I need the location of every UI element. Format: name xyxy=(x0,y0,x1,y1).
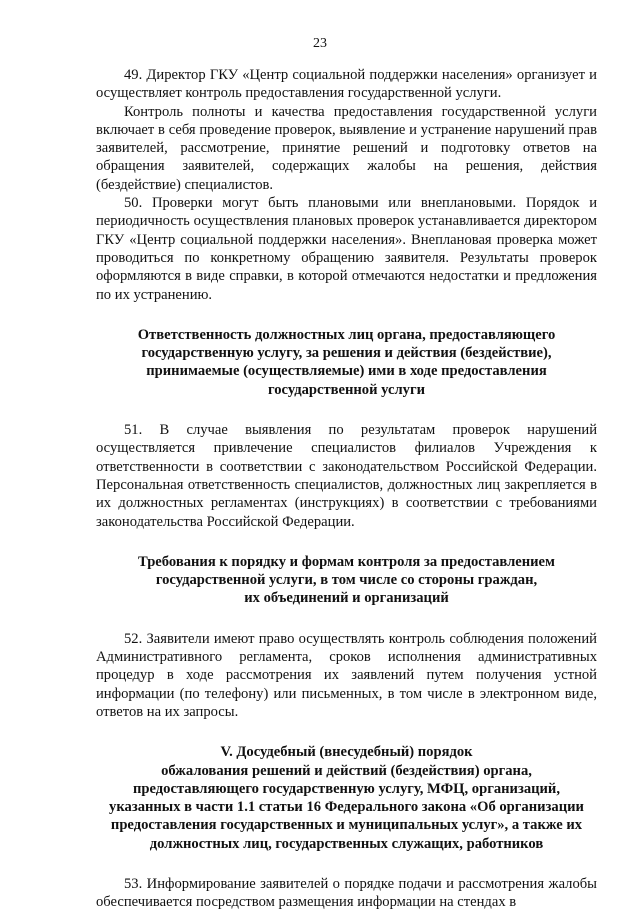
section-heading-responsibility xyxy=(96,326,597,399)
paragraph-49: 49. Директор ГКУ «Центр социальной поддержки населения» организует и осуществляет контроль предоставления государственной услуги. xyxy=(96,67,597,102)
heading-line: должностных лиц, государственных служащих, работников xyxy=(149,835,544,852)
paragraph-51: 51. В случае выявления по результатам проверок нарушений осуществляется привлечение специалистов филиалов Учреждения к ответственности в соответствии с законодательством Российской Федерации. Персональная ответственность специалистов, должностных лиц закрепляется в их должностных регламентах (инструкциях) в соответствии с требованиями законодательства Российской Федерации. xyxy=(96,422,597,530)
heading-line: государственной услуги xyxy=(267,381,426,398)
heading-line: государственную услугу, за решения и действия (бездействие), xyxy=(141,345,552,362)
heading-line: предоставляющего государственную услугу, МФЦ, организаций, xyxy=(132,780,560,797)
heading-line: принимаемые (осуществляемые) ими в ходе предоставления xyxy=(146,363,547,380)
paragraph-53: 53. Информирование заявителей о порядке подачи и рассмотрения жалобы обеспечивается посредством размещения информации на стендах в xyxy=(96,875,597,911)
heading-line: предоставления государственных и муниципальных услуг», а также их xyxy=(110,817,583,834)
heading-line: их объединений и организаций xyxy=(244,590,449,607)
heading-line: Требования к порядку и формам контроля за предоставлением xyxy=(138,553,555,570)
paragraph-50: 50. Проверки могут быть плановыми или внеплановыми. Порядок и периодичность осуществления плановых проверок устанавливается директором ГКУ «Центр социальной поддержки населения». Внеплановая проверка может проводиться по конкретному обращению заявителя. Результаты проверок оформляются в виде справки, в которой отмечаются недостатки и предложения по их устранению. xyxy=(96,195,597,303)
section-heading-v-appeal xyxy=(96,743,597,853)
paragraph-52: 52. Заявители имеют право осуществлять контроль соблюдения положений Административного регламента, сроков исполнения административных процедур в ходе рассмотрения их заявлений путем получения устной информации (по телефону) или письменных, в том числе в электронном виде, ответов на их запросы. xyxy=(96,630,597,720)
section-heading-control-requirements xyxy=(96,553,597,608)
page-number: 23 xyxy=(313,36,327,51)
heading-line: Ответственность должностных лиц органа, предоставляющего xyxy=(137,326,556,343)
document-body xyxy=(96,66,597,912)
paragraph-control: Контроль полноты и качества предоставления государственной услуги включает в себя проведение проверок, выявление и устранение нарушений прав заявителей, рассмотрение, принятие решений и подготовку ответов на обращения заявителей, содержащих жалобы на решения, действия (бездействие) специалистов. xyxy=(96,103,597,193)
heading-line: обжалования решений и действий (бездействия) органа, xyxy=(161,762,532,779)
heading-line: государственной услуги, в том числе со стороны граждан, xyxy=(155,572,538,589)
heading-line: V. Досудебный (внесудебный) порядок xyxy=(220,744,473,761)
heading-line: указанных в части 1.1 статьи 16 Федерального закона «Об организации xyxy=(109,799,584,816)
